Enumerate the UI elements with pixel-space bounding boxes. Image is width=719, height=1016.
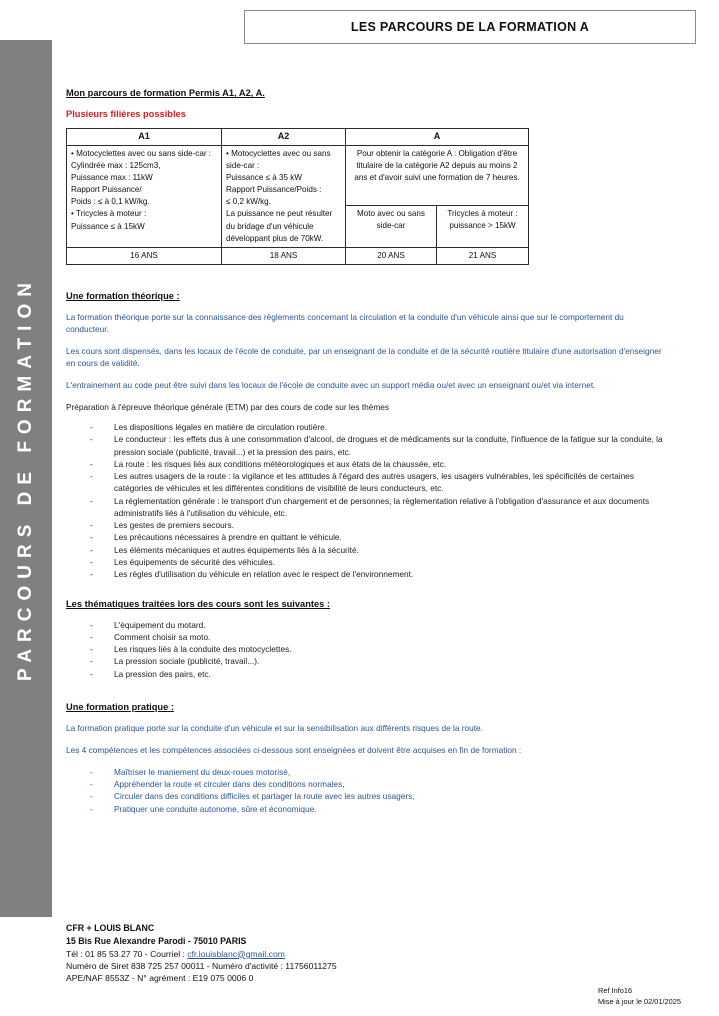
table-col-head-a1: A1 xyxy=(67,129,222,146)
list-item: - Pratiquer une conduite autonome, sûre et économique. xyxy=(66,803,666,815)
cell-a-tricycle: Tricycles à moteur : puissance > 15kW xyxy=(437,205,529,247)
table-col-head-a: A xyxy=(346,129,529,146)
age-a2: 18 ANS xyxy=(222,247,346,264)
list-item: - La route : les risques liés aux conditions météorologiques et aux états de la chaussée, etc. xyxy=(66,458,666,470)
table-header-row xyxy=(67,129,529,146)
footer-ref-block xyxy=(598,985,708,1007)
categories-table xyxy=(66,128,529,265)
theory-paragraph-2: Les cours sont dispensés, dans les locaux de l'école de conduite, par un enseignant de la conduite et de la sécurité routière titulaire d'une autorisation d'enseigner en cours de validité. xyxy=(66,346,662,369)
age-a1: 16 ANS xyxy=(67,247,222,264)
practice-competency-list xyxy=(66,766,666,815)
cell-a1-specs xyxy=(67,145,222,247)
themes-section-title: Les thématiques traitées lors des cours sont les suivantes : xyxy=(66,598,331,609)
footer-phone-label: Tél : 01 85 53 27 70 - Courriel : xyxy=(66,948,188,959)
a1-line-1: • Motocyclettes avec ou sans side-car : xyxy=(71,148,212,158)
list-item: - Les éléments mécaniques et autres équipements liés à la sécurité. xyxy=(66,544,666,556)
list-item: - Les risques liés à la conduite des motocyclettes. xyxy=(66,643,666,655)
page-header-box xyxy=(244,10,696,44)
footer-phone-email xyxy=(66,948,546,960)
a2-line-4: ≤ 0,2 kW/kg. xyxy=(226,197,271,207)
a2-line-5: La puissance ne peut résulter du bridage d'un véhicule développant plus de 70kW. xyxy=(226,209,333,243)
list-item: - Les gestes de premiers secours. xyxy=(66,519,666,531)
theory-section-title: Une formation théorique : xyxy=(66,290,180,301)
a2-line-2: Puissance ≤ à 35 kW xyxy=(226,173,302,182)
footer-company: CFR + LOUIS BLANC xyxy=(66,923,155,933)
list-item: - Les règles d'utilisation du véhicule en relation avec le respect de l'environnement. xyxy=(66,568,666,580)
list-item: - Maîtriser le maniement du deux-roues motorisé, xyxy=(66,766,666,778)
list-item: - La réglementation générale : le transport d'un chargement et de personnes, la règlementation relative à l'obligation d'assurance et aux documents administratifs liés à l'utilisation du véhicule, etc. xyxy=(66,495,666,520)
a1-line-2: Cylindrée max : 125cm3, xyxy=(71,160,161,170)
footer-siret: Numéro de Siret 838 725 257 00011 - Numéro d'activité : 11756011275 xyxy=(66,960,337,971)
sidebar-band xyxy=(0,40,52,917)
cell-a2-specs xyxy=(222,145,346,247)
a2-line-1: • Motocyclettes avec ou sans side-car : xyxy=(226,148,331,170)
a2-line-3: Rapport Puissance/Poids : xyxy=(226,185,322,195)
theory-paragraph-3: L'entrainement au code peut être suivi dans les locaux de l'école de conduite avec un support média ou/et avec un enseignant ou/et via internet. xyxy=(66,380,596,391)
a1-line-5: Poids : ≤ à 0,1 kW/kg. xyxy=(71,197,150,207)
footer-address: 15 Bis Rue Alexandre Parodi - 75010 PARIS xyxy=(66,935,247,946)
list-item: - La pression sociale (publicité, travail...). xyxy=(66,655,666,667)
table-age-row xyxy=(67,247,529,264)
list-item: - Le conducteur : les effets dus à une consommation d'alcool, de drogues et de médicaments sur la conduite, l'influence de la fatigue sur la conduite, la pression sociale (publicité, travail...) et la pression des pairs, etc. xyxy=(66,433,666,458)
etm-intro: Préparation à l'épreuve théorique générale (ETM) par des cours de code sur les thèmes xyxy=(66,402,390,413)
intro-subheading-red: Plusieurs filières possibles xyxy=(66,108,186,119)
list-item: - Circuler dans des conditions difficiles et partager la route avec les autres usagers, xyxy=(66,790,666,802)
list-item: - Les dispositions légales en matière de circulation routière. xyxy=(66,421,666,433)
themes-list xyxy=(66,619,666,680)
list-item: - Appréhender la route et circuler dans des conditions normales, xyxy=(66,778,666,790)
footer-ref: Ref Info16 xyxy=(598,986,633,995)
page-title: LES PARCOURS DE LA FORMATION A xyxy=(350,20,590,34)
theory-paragraph-1: La formation théorique porte sur la connaissance des règlements concernant la circulation et la conduite d'un véhicule ainsi que sur le comportement du conducteur. xyxy=(66,311,624,334)
table-col-head-a2: A2 xyxy=(222,129,346,146)
footer-updated: Mise à jour le 02/01/2025 xyxy=(598,997,681,1007)
age-a-moto: 20 ANS xyxy=(346,247,437,264)
age-a-tricycle: 21 ANS xyxy=(437,247,529,264)
a1-line-7: Puissance ≤ à 15kW xyxy=(71,221,145,231)
list-item: - Les précautions nécessaires à prendre en quittant le véhicule. xyxy=(66,531,666,543)
practice-section-title: Une formation pratique : xyxy=(66,701,174,712)
footer-contact-block xyxy=(66,922,546,985)
a1-line-4: Rapport Puissance/ xyxy=(71,185,142,195)
cell-a-moto: Moto avec ou sans side-car xyxy=(346,205,437,247)
etm-theme-list xyxy=(66,421,666,580)
intro-heading: Mon parcours de formation Permis A1, A2, A. xyxy=(66,88,265,98)
practice-paragraph-2: Les 4 compétences et les compétences associées ci-dessous sont enseignées et doivent être acquises en fin de formation : xyxy=(66,744,522,755)
a1-line-6: • Tricycles à moteur : xyxy=(71,209,147,219)
footer-email-link[interactable]: cfr.louisblanc@gmail.com xyxy=(187,948,285,959)
list-item: - Les équipements de sécurité des véhicules. xyxy=(66,556,666,568)
document-content xyxy=(66,88,666,825)
practice-paragraph-1: La formation pratique porte sur la conduite d'un véhicule et sur la sensibilisation aux différents risques de la route. xyxy=(66,722,483,733)
list-item: - L'équipement du motard. xyxy=(66,619,666,631)
sidebar-vertical-label: PARCOURS DE FORMATION xyxy=(15,276,36,681)
list-item: - Comment choisir sa moto. xyxy=(66,631,666,643)
list-item: - Les autres usagers de la route : la vigilance et les attitudes à l'égard des autres usagers, les usagers vulnérables, les spécificités de certaines catégories de véhicules et les différentes conditions de visibilité de leurs conducteurs, etc. xyxy=(66,470,666,495)
list-item: - La pression des pairs, etc. xyxy=(66,668,666,680)
a1-line-3: Puissance max : 11kW xyxy=(71,173,153,182)
table-body-row xyxy=(67,145,529,205)
footer-ape: APE/NAF 8553Z - N° agrément : E19 075 0006 0 xyxy=(66,973,254,984)
cell-a-requirements: Pour obtenir la catégorie A : Obligation d'être titulaire de la catégorie A2 depuis au moins 2 ans et d'avoir suivi une formation de 7 heures. xyxy=(346,145,529,205)
